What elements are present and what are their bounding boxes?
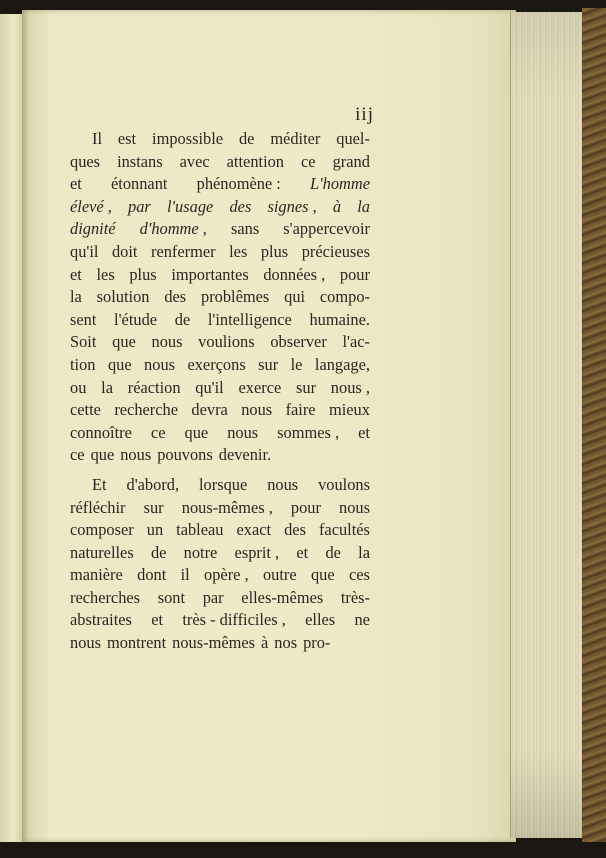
word: quel- [336,129,370,148]
word: cette [70,400,101,420]
word: nous [151,332,183,352]
word: ces [348,565,370,585]
text-line [70,377,370,400]
word: avec [179,151,210,171]
text-line [70,444,370,467]
word: étonnant [111,174,168,194]
text-line [70,399,370,422]
word: l'étude [114,309,158,329]
word: et [358,422,370,442]
word: voulons [318,474,370,494]
text-line [70,196,370,219]
word: faire [285,400,316,420]
word: tableau [176,520,224,540]
word: qu'il [70,241,99,261]
word: devra [191,400,228,420]
word: exerce [238,377,282,397]
word: et [296,542,309,562]
word: doit [111,241,138,261]
paragraph [70,128,370,467]
word: nous [144,354,176,374]
text-line [70,354,370,377]
word: sur [143,497,164,517]
word: de [238,129,255,148]
text-line [70,173,370,196]
word: réaction [127,377,181,397]
text-line [70,474,370,497]
word: exact [236,520,272,540]
word: des [284,520,306,540]
word: ou [70,377,87,397]
word: nous [241,400,273,420]
word: Et [92,474,107,494]
word: il [180,565,190,585]
word: un [146,520,164,540]
word: que [90,445,115,465]
word: solution [96,287,150,307]
word: recherches [70,587,141,607]
text-line [70,128,370,151]
word: est [117,129,137,148]
word: pro- [303,633,331,653]
text-line [70,218,370,241]
word: le [290,354,303,374]
word: humaine. [309,309,370,329]
word: langage, [314,354,370,374]
word: précieuses [301,241,370,261]
word: elles-mêmes [241,587,324,607]
word: des [164,287,187,307]
word: ce [70,445,85,465]
word: lorsque [199,474,248,494]
body-text [70,128,370,655]
word: tion [70,354,96,374]
text-line [70,422,370,445]
word: abstraites [70,610,132,630]
word: nos [274,633,298,653]
word: exerçons [187,354,246,374]
word: que [310,565,335,585]
word: l'usage [166,196,214,216]
word: ques [70,151,101,171]
word: l'intelligence [207,309,292,329]
word: L'homme [310,174,370,194]
word: par [128,196,151,216]
word: que [112,332,136,352]
word: manière [70,565,123,585]
word: nous-mêmes , [181,497,273,517]
word: sur [258,354,279,374]
word: Soit [70,332,97,352]
word: de [150,542,167,562]
word: ce [150,422,166,442]
word: données , [263,264,326,284]
word: esprit , [234,542,280,562]
text-line [70,587,370,610]
paragraph-gap [70,467,370,474]
word: la [70,287,82,307]
word: de [174,309,191,329]
text-line [70,632,370,655]
word: élevé , [70,196,112,216]
word: problêmes [201,287,270,307]
word: méditer [270,129,321,148]
word: les [229,241,248,261]
text-line [70,519,370,542]
word: mieux [328,400,370,420]
word: signes , [267,196,317,216]
word: sent [70,309,97,329]
word: réfléchir [70,497,126,517]
word: elles [305,610,336,630]
word: dont [137,565,167,585]
word: et [70,174,82,194]
word: ce [301,151,316,171]
word: nous [267,474,299,494]
word: sans [230,219,260,239]
word: sommes , [277,422,340,442]
word: et [151,610,164,630]
page-edges [510,12,583,838]
word: la [101,377,113,397]
word: sont [157,587,186,607]
word: dignité [70,219,116,239]
word: voulions [198,332,255,352]
text-line [70,151,370,174]
word: par [202,587,224,607]
word: que [184,422,209,442]
word: naturelles [70,542,134,562]
text-line [70,542,370,565]
word: montrent [106,633,167,653]
word: renfermer [150,241,216,261]
word: nous-mêmes [172,633,256,653]
word: que [107,354,132,374]
word: d'homme , [139,219,207,239]
word: à [332,196,342,216]
word: facultés [318,520,370,540]
word: plus [260,241,289,261]
text-line [70,286,370,309]
page-number: iij [355,104,374,125]
word: pouvons [157,445,213,465]
word: l'ac- [342,332,370,352]
word: devenir. [218,445,272,465]
word: plus [129,264,157,284]
paragraph [70,474,370,655]
word: phénomène : [196,174,281,194]
book-cover-edge [582,8,606,842]
word: qu'il [195,377,224,397]
word: attention [226,151,285,171]
word: nous , [330,377,370,397]
text-line [70,331,370,354]
word: de [325,542,341,562]
word: les [96,264,115,284]
word: opère , [204,565,249,585]
word: ne [354,610,370,630]
word: compo- [319,287,370,307]
word: recherche [114,400,179,420]
word: nous [227,422,259,442]
text-line [70,241,370,264]
word: très- [340,587,370,607]
word: observer [270,332,327,352]
text-line [70,497,370,520]
word: d'abord, [126,474,180,494]
word: composer [70,520,134,540]
word: nous [70,633,101,653]
word: et [70,264,82,284]
word: importantes [171,264,249,284]
word: outre [262,565,297,585]
word: nous [120,445,152,465]
word: pour [290,497,321,517]
word: Il [92,129,103,148]
word: notre [183,542,218,562]
text-line [70,309,370,332]
word: des [229,196,252,216]
word: instans [117,151,163,171]
word: très - difficiles , [182,610,286,630]
word: s'appercevoir [283,219,370,239]
text-line [70,264,370,287]
word: la [357,196,370,216]
word: à [261,633,269,653]
word: connoître [70,422,132,442]
word: impossible [152,129,224,148]
word: qui [284,287,306,307]
word: pour [339,264,370,284]
word: grand [332,151,370,171]
text-line [70,609,370,632]
word: la [358,542,370,562]
word: sur [296,377,317,397]
text-line [70,564,370,587]
word: nous [339,497,370,517]
